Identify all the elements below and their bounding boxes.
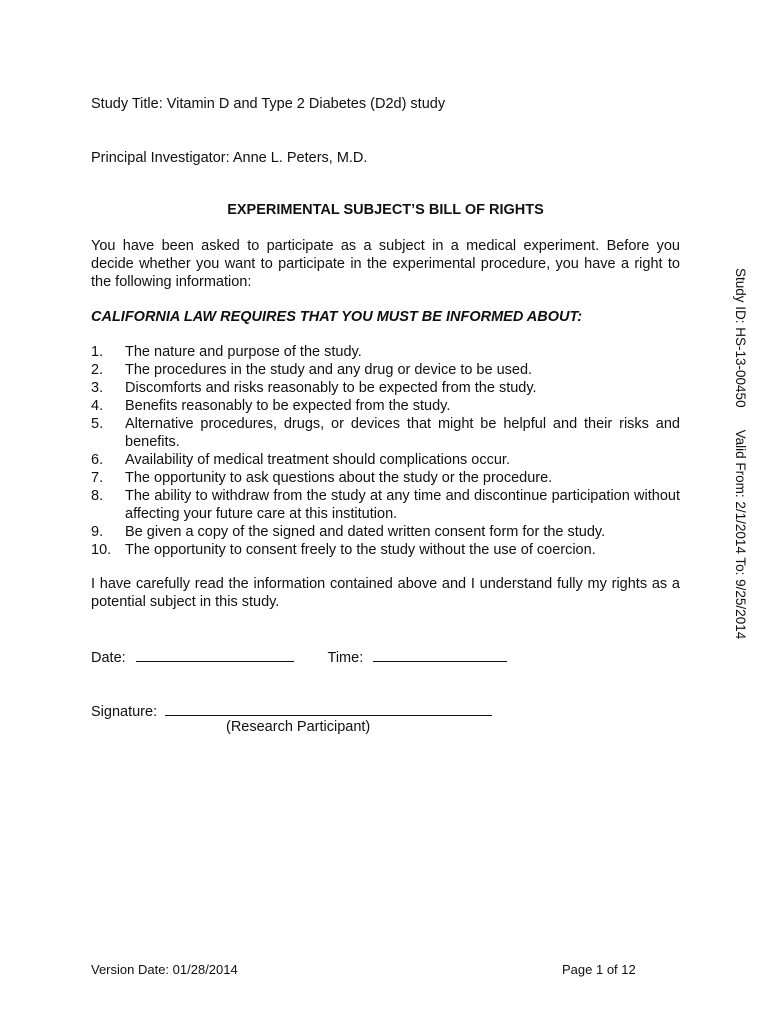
list-number: 9.: [91, 524, 104, 540]
list-text: Availability of medical treatment should complications occur.: [125, 452, 510, 468]
list-text: The opportunity to consent freely to the study without the use of coercion.: [125, 542, 596, 558]
study-id: Study ID: HS-13-00450: [733, 268, 748, 408]
study-title: Study Title: Vitamin D and Type 2 Diabetes (D2d) study: [91, 96, 446, 112]
validity-stamp: [733, 268, 748, 639]
list-item: [91, 379, 680, 397]
signature-label: Signature:: [91, 704, 158, 720]
version-date: Version Date: 01/28/2014: [91, 962, 238, 977]
list-number: 5.: [91, 416, 104, 432]
list-item: [91, 343, 680, 361]
list-number: 7.: [91, 470, 104, 486]
principal-investigator: Principal Investigator: Anne L. Peters, M.D.: [91, 150, 368, 166]
list-number: 10.: [91, 542, 112, 558]
list-item: [91, 469, 680, 487]
date-time-row: [91, 647, 507, 666]
page-number: Page 1 of 12: [562, 962, 636, 977]
date-label: Date:: [91, 650, 126, 666]
time-label: Time:: [327, 650, 364, 666]
validity-dates: Valid From: 2/1/2014 To: 9/25/2014: [733, 429, 748, 640]
list-text: Alternative procedures, drugs, or devices that might be helpful and their risks and benefits.: [125, 416, 680, 450]
list-number: 8.: [91, 488, 104, 504]
list-number: 2.: [91, 362, 104, 378]
list-item: [91, 487, 680, 523]
signature-row: [91, 701, 492, 720]
list-item: [91, 397, 680, 415]
list-item: [91, 541, 680, 559]
intro-paragraph: You have been asked to participate as a subject in a medical experiment. Before you decide whether you want to participate in the experimental procedure, you have a right to the following information:: [91, 238, 680, 290]
list-text: The ability to withdraw from the study at any time and discontinue participation without affecting your future care at this institution.: [125, 488, 680, 522]
list-item: [91, 361, 680, 379]
law-notice: CALIFORNIA LAW REQUIRES THAT YOU MUST BE INFORMED ABOUT:: [91, 309, 583, 325]
list-number: 4.: [91, 398, 104, 414]
list-text: The procedures in the study and any drug or device to be used.: [125, 362, 533, 378]
list-item: [91, 451, 680, 469]
list-text: The opportunity to ask questions about the study or the procedure.: [125, 470, 553, 486]
page-title: EXPERIMENTAL SUBJECT’S BILL OF RIGHTS: [227, 202, 544, 218]
list-number: 1.: [91, 344, 104, 360]
list-text: Be given a copy of the signed and dated written consent form for the study.: [125, 524, 606, 540]
rights-list: [91, 343, 680, 559]
date-field[interactable]: [136, 647, 294, 662]
list-text: Discomforts and risks reasonably to be expected from the study.: [125, 380, 537, 396]
acknowledgement-paragraph: I have carefully read the information contained above and I understand fully my rights as a potential subject in this study.: [91, 576, 680, 610]
signature-caption: (Research Participant): [226, 719, 371, 735]
list-number: 6.: [91, 452, 104, 468]
time-field[interactable]: [373, 647, 507, 662]
list-item: [91, 415, 680, 451]
list-text: The nature and purpose of the study.: [125, 344, 362, 360]
signature-field[interactable]: [165, 701, 492, 716]
list-number: 3.: [91, 380, 104, 396]
list-text: Benefits reasonably to be expected from the study.: [125, 398, 451, 414]
list-item: [91, 523, 680, 541]
